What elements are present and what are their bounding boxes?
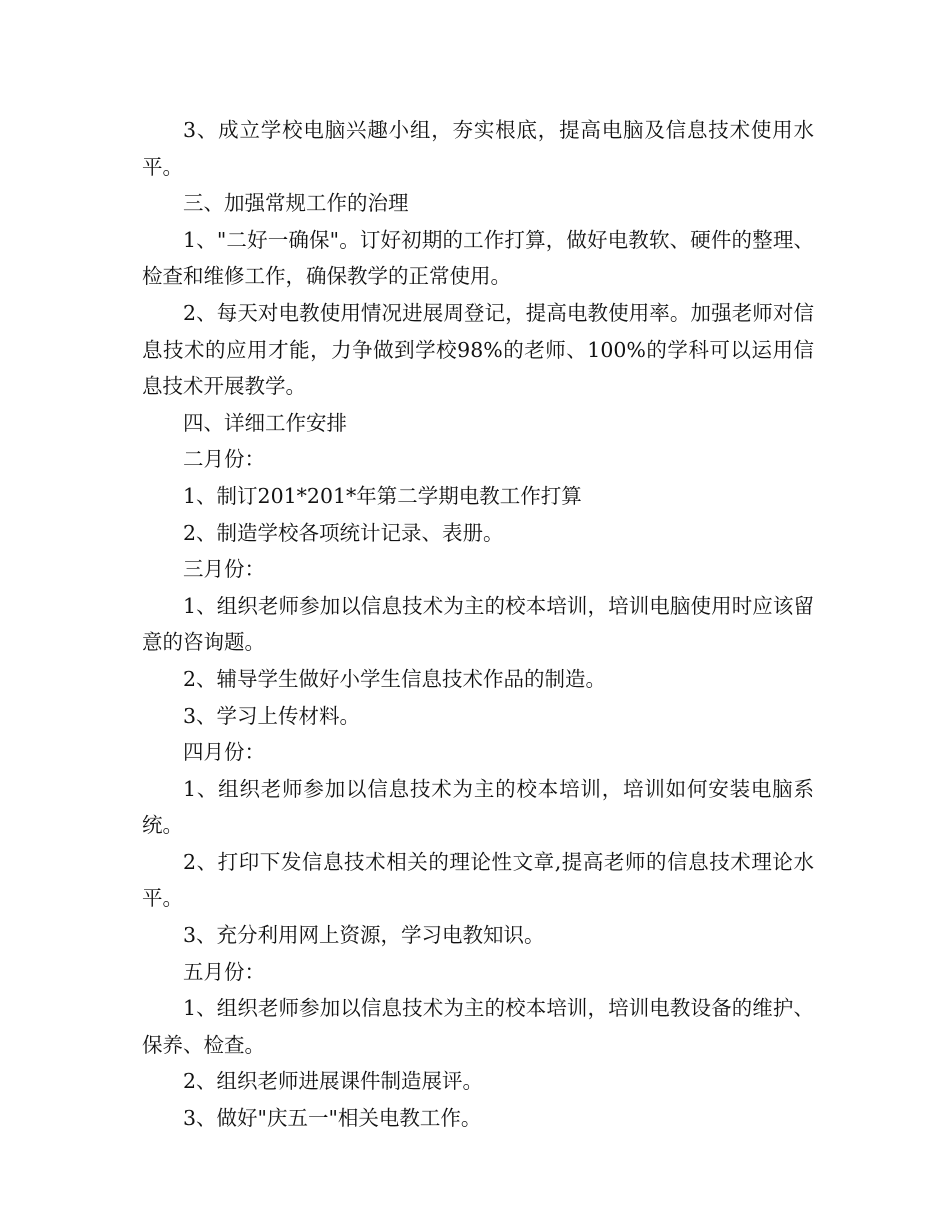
document-body [142, 112, 814, 1137]
month-heading-march: 三月份： [183, 557, 265, 582]
february-item-1: 1、制订201*201*年第二学期电教工作打算 [183, 483, 582, 508]
month-heading-february: 二月份： [183, 447, 265, 472]
april-item-2: 2、打印下发信息技术相关的理论性文章,提高老师的信息技术理论水平。 [142, 849, 814, 911]
april-item-1: 1、组织老师参加以信息技术为主的校本培训，培训如何安装电脑系统。 [142, 776, 814, 838]
may-item-2: 2、组织老师进展课件制造展评。 [183, 1069, 484, 1094]
section-heading-work-arrangement: 四、详细工作安排 [183, 410, 347, 435]
paragraph-weekly-registration: 2、每天对电教使用情况进展周登记，提高电教使用率。加强老师对信息技术的应用才能，力争做到学校98%的老师、100%的学科可以运用信息技术开展教学。 [142, 300, 814, 399]
february-item-2: 2、制造学校各项统计记录、表册。 [183, 520, 504, 545]
may-item-1: 1、组织老师参加以信息技术为主的校本培训，培训电教设备的维护、保养、检查。 [142, 996, 814, 1057]
march-item-3: 3、学习上传材料。 [183, 703, 361, 728]
april-item-3: 3、充分利用网上资源，学习电教知识。 [183, 923, 545, 948]
section-heading-routine-management: 三、加强常规工作的治理 [183, 191, 409, 216]
month-heading-april: 四月份： [183, 740, 265, 765]
paragraph-item-3-computer-club: 3、成立学校电脑兴趣小组，夯实根底，提高电脑及信息技术使用水平。 [142, 118, 814, 179]
march-item-1: 1、组织老师参加以信息技术为主的校本培训，培训电脑使用时应该留意的咨询题。 [142, 593, 814, 655]
march-item-2: 2、辅导学生做好小学生信息技术作品的制造。 [183, 666, 607, 691]
month-heading-may: 五月份： [183, 959, 265, 984]
paragraph-two-goods-one-guarantee: 1、"二好一确保"。订好初期的工作打算，做好电教软、硬件的整理、检查和维修工作，确保教学的正常使用。 [142, 227, 814, 289]
may-item-3: 3、做好"庆五一"相关电教工作。 [183, 1106, 482, 1131]
